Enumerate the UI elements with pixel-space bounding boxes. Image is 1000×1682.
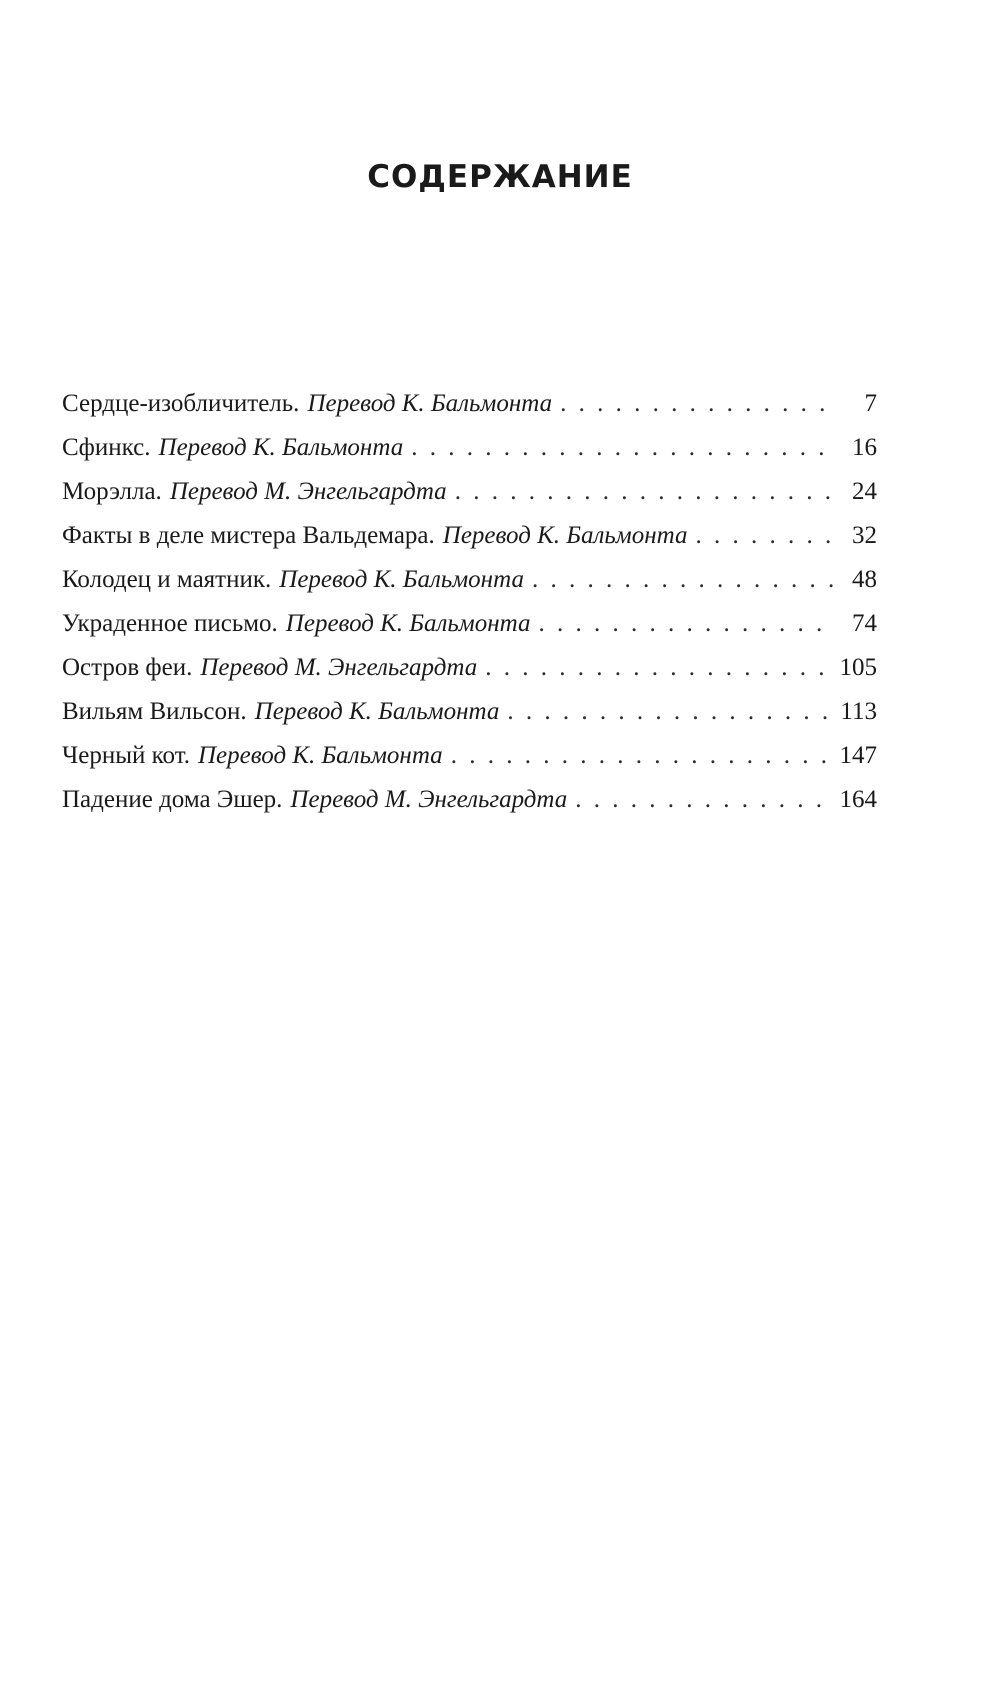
dot-leader [560,390,833,418]
entry-translator: Перевод М. Энгельгардта [290,786,568,813]
toc-entry[interactable] [62,478,877,522]
entry-title: Черный кот. [62,742,190,769]
entry-title: Факты в деле мистера Вальдемара. [62,522,435,549]
toc-entry[interactable] [62,654,877,698]
entry-page-number: 16 [852,434,877,461]
entry-page-number: 24 [852,478,877,505]
toc-entry[interactable] [62,610,877,654]
entry-title: Украденное письмо. [62,610,278,637]
dot-leader [695,522,833,550]
toc-entry[interactable] [62,698,877,742]
entry-translator: Перевод М. Энгельгардта [200,654,478,681]
entry-page-number: 164 [839,786,877,813]
entry-translator: Перевод К. Бальмонта [198,742,443,769]
entry-title: Колодец и маятник. [62,566,272,593]
entry-page-number: 113 [840,698,877,725]
toc-entry[interactable] [62,434,877,478]
dot-leader [451,742,833,770]
entry-page-number: 74 [852,610,877,637]
toc-entry[interactable] [62,566,877,610]
entry-title: Морэлла. [62,478,162,505]
entry-translator: Перевод К. Бальмонта [279,566,524,593]
entry-translator: Перевод М. Энгельгардта [169,478,447,505]
entry-translator: Перевод К. Бальмонта [307,390,553,417]
toc-entry[interactable] [62,742,877,786]
dot-leader [538,610,833,638]
entry-page-number: 147 [839,742,877,769]
toc-entry[interactable] [62,786,877,830]
entry-title: Сердце-изобличитель. [62,390,300,417]
entry-translator: Перевод К. Бальмонта [158,434,404,461]
dot-leader [411,434,833,462]
entry-translator: Перевод К. Бальмонта [442,522,688,549]
entry-page-number: 48 [852,566,877,593]
dot-leader [485,654,833,682]
entry-translator: Перевод К. Бальмонта [254,698,500,725]
entry-page-number: 32 [852,522,877,549]
entry-page-number: 7 [864,390,877,417]
toc-entry[interactable] [62,390,877,434]
entry-title: Сфинкс. [62,434,151,461]
entry-translator: Перевод К. Бальмонта [285,610,531,637]
dot-leader [455,478,833,506]
dot-leader [507,698,833,726]
dot-leader [575,786,833,814]
entry-title: Остров феи. [62,654,193,681]
entry-title: Вильям Вильсон. [62,698,247,725]
page-title: СОДЕРЖАНИЕ [367,158,633,195]
table-of-contents [62,390,877,830]
entry-page-number: 105 [839,654,877,681]
dot-leader [532,566,833,594]
toc-entry[interactable] [62,522,877,566]
entry-title: Падение дома Эшер. [62,786,283,813]
